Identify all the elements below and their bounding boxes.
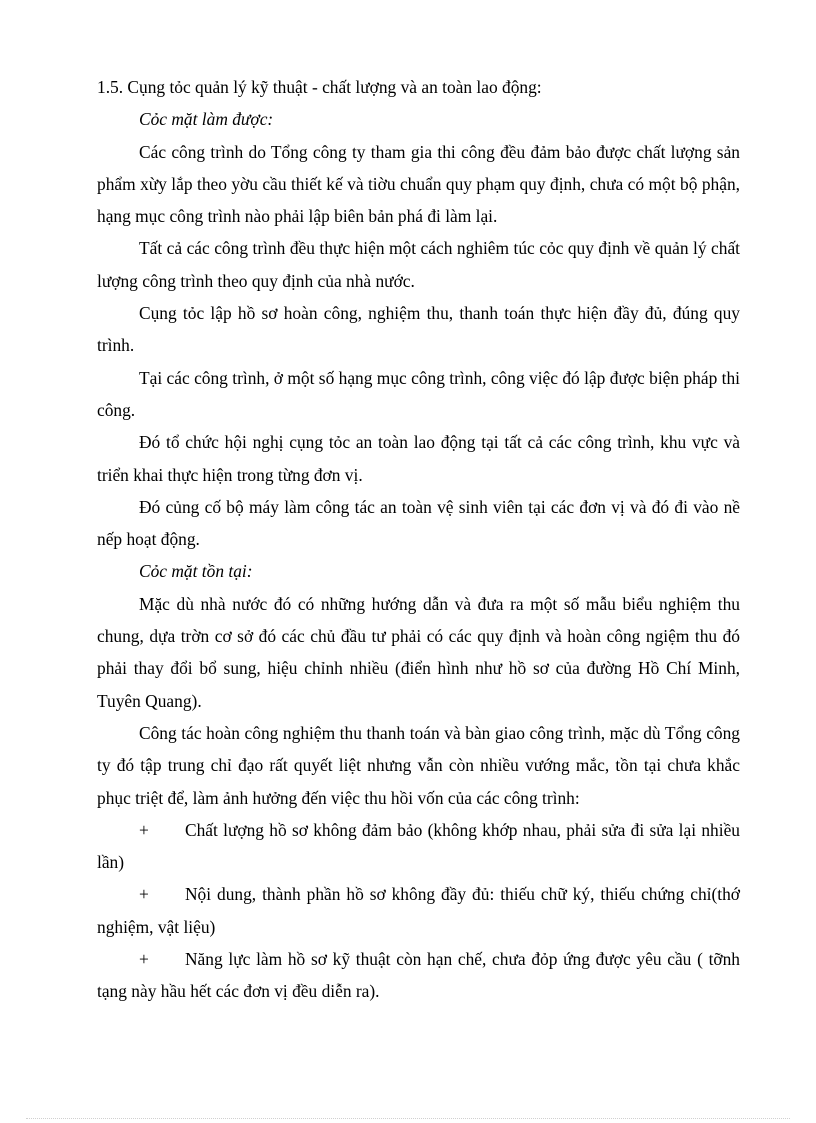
section-heading: 1.5. Cụng tỏc quản lý kỹ thuật - chất lượng và an toàn lao động: (97, 77, 542, 97)
bullet-marker: + (139, 949, 149, 970)
subheading-remaining: Cỏc mặt tồn tại: (139, 561, 253, 582)
paragraph: Cụng tỏc lập hồ sơ hoàn công, nghiệm thu, thanh toán thực hiện đầy đủ, đúng quy trình. (97, 303, 740, 356)
page-bottom-divider (26, 1118, 790, 1119)
bullet-item (97, 814, 740, 879)
paragraph: Công tác hoàn công nghiệm thu thanh toán và bàn giao công trình, mặc dù Tổng công ty đó tập trung chỉ đạo rất quyết liệt nhưng vẫn còn nhiều vướng mắc, tồn tại chưa khắc phục triệt để, làm ảnh hưởng đến việc thu hồi vốn của các công trình: (97, 722, 740, 808)
bullet-marker: + (139, 819, 149, 840)
subheading-achieved: Cỏc mặt làm được: (139, 109, 274, 130)
document-body (97, 71, 740, 1008)
paragraph: Đó tổ chức hội nghị cụng tỏc an toàn lao động tại tất cả các công trình, khu vực và triển khai thực hiện trong từng đơn vị. (97, 432, 740, 485)
paragraph: Đó củng cố bộ máy làm công tác an toàn vệ sinh viên tại các đơn vị và đó đi vào nề nếp hoạt động. (97, 496, 740, 550)
bullet-marker: + (139, 884, 149, 905)
paragraph: Mặc dù nhà nước đó có những hướng dẫn và đưa ra một số mẫu biểu nghiệm thu chung, dựa trờn cơ sở đó các chủ đầu tư phải có các quy định và hoàn công ngiệm thu đó phải thay đổi bổ sung, hiệu chỉnh nhiều (điển hình như hồ sơ của đường Hồ Chí Minh, Tuyên Quang). (97, 593, 740, 711)
bullet-text: Nội dung, thành phần hồ sơ không đầy đủ: thiếu chữ ký, thiếu chứng chỉ(thớ nghiệm, vật liệu) (97, 884, 740, 937)
bullet-item (97, 878, 740, 943)
bullet-item (97, 943, 740, 1008)
bullet-text: Chất lượng hồ sơ không đảm bảo (không khớp nhau, phải sửa đi sửa lại nhiều lần) (97, 819, 740, 873)
bullet-text: Năng lực làm hồ sơ kỹ thuật còn hạn chế, chưa đỏp ứng được yêu cầu ( tỡnh tạng này hầu hết các đơn vị đều diễn ra). (97, 949, 740, 1002)
paragraph: Các công trình do Tổng công ty tham gia thi công đều đảm bảo được chất lượng sản phẩm xừy lắp theo yờu cầu thiết kế và tiờu chuẩn quy phạm quy định, chưa có một bộ phận, hạng mục công trình nào phải lập biên bản phá đi làm lại. (97, 141, 740, 227)
paragraph: Tại các công trình, ở một số hạng mục công trình, công việc đó lập được biện pháp thi công. (97, 367, 740, 420)
paragraph: Tất cả các công trình đều thực hiện một cách nghiêm túc cỏc quy định về quản lý chất lượng công trình theo quy định của nhà nước. (97, 238, 740, 291)
